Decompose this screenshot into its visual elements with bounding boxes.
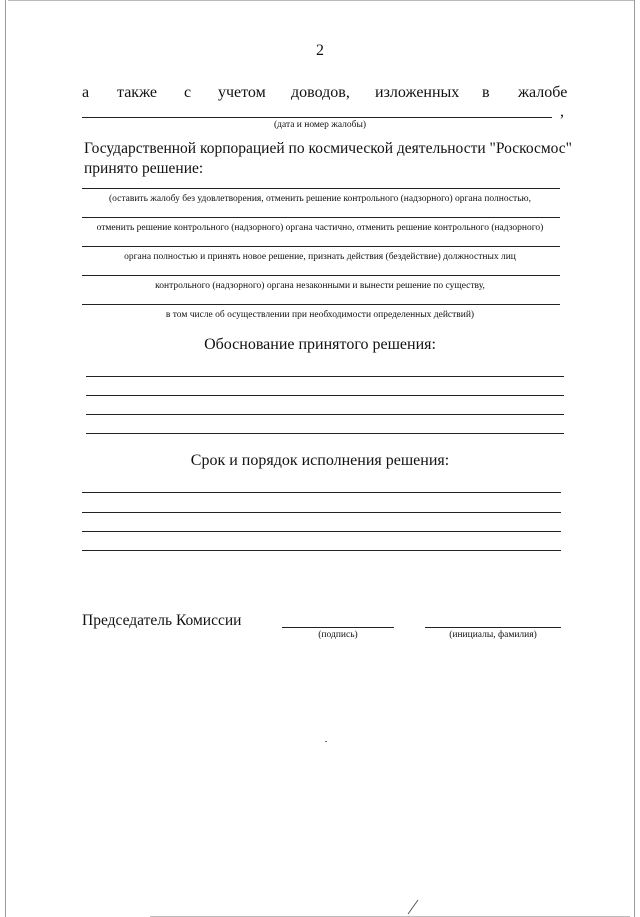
decision-line-1 [82, 188, 560, 189]
signature-line [282, 627, 394, 628]
intro-word-4: учетом [218, 84, 266, 101]
decision-caption-1: (оставить жалобу без удовлетворения, отменить решение контрольного (надзорного) органа полностью, [109, 194, 531, 204]
corporation-line-1: Государственной корпорацией по космической деятельности "Роскосмос" [84, 140, 573, 157]
commission-chairman-title: Председатель Комиссии [82, 612, 242, 629]
initials-surname-caption: (инициалы, фамилия) [449, 630, 537, 640]
deadline-line-3 [82, 531, 561, 532]
complaint-date-number-line [82, 117, 552, 118]
decision-line-3 [82, 246, 560, 247]
justification-heading: Обоснование принятого решения: [204, 336, 436, 353]
intro-word-5: доводов, [291, 84, 350, 101]
initials-surname-line [425, 627, 561, 628]
intro-word-2: также [117, 84, 158, 101]
decision-line-2 [82, 217, 560, 218]
justification-line-4 [86, 433, 564, 434]
justification-line-3 [86, 414, 564, 415]
decision-caption-2: отменить решение контрольного (надзорного) органа частично, отменить решение контрольного (надзорного) [96, 223, 544, 233]
decision-line-5 [82, 304, 560, 305]
decision-caption-3: органа полностью и принять новое решение, признать действия (бездействие) должностных лиц [124, 252, 516, 262]
intro-word-7: в [482, 84, 490, 101]
corporation-line-2: принято решение: [84, 160, 204, 177]
signature-caption: (подпись) [318, 630, 358, 640]
intro-word-1: а [82, 84, 90, 101]
decision-line-4 [82, 275, 560, 276]
intro-word-8: жалобе [518, 84, 568, 101]
decision-caption-5: в том числе об осуществлении при необходимости определенных действий) [165, 310, 475, 320]
intro-word-6: изложенных [375, 84, 460, 101]
scan-mark [405, 897, 425, 917]
justification-line-1 [86, 376, 564, 377]
decision-caption-4: контрольного (надзорного) органа незаконными и вынести решение по существу, [155, 281, 485, 291]
scan-edge-top [8, 0, 634, 1]
intro-trailing-comma: , [560, 103, 564, 120]
deadline-heading: Срок и порядок исполнения решения: [190, 452, 450, 469]
intro-word-3: с [184, 84, 192, 101]
page-number: 2 [316, 42, 324, 59]
scan-speck [325, 741, 327, 742]
complaint-date-number-caption: (дата и номер жалобы) [273, 120, 367, 130]
deadline-line-1 [82, 492, 561, 493]
justification-line-2 [86, 395, 564, 396]
deadline-line-2 [82, 512, 561, 513]
deadline-line-4 [82, 550, 561, 551]
